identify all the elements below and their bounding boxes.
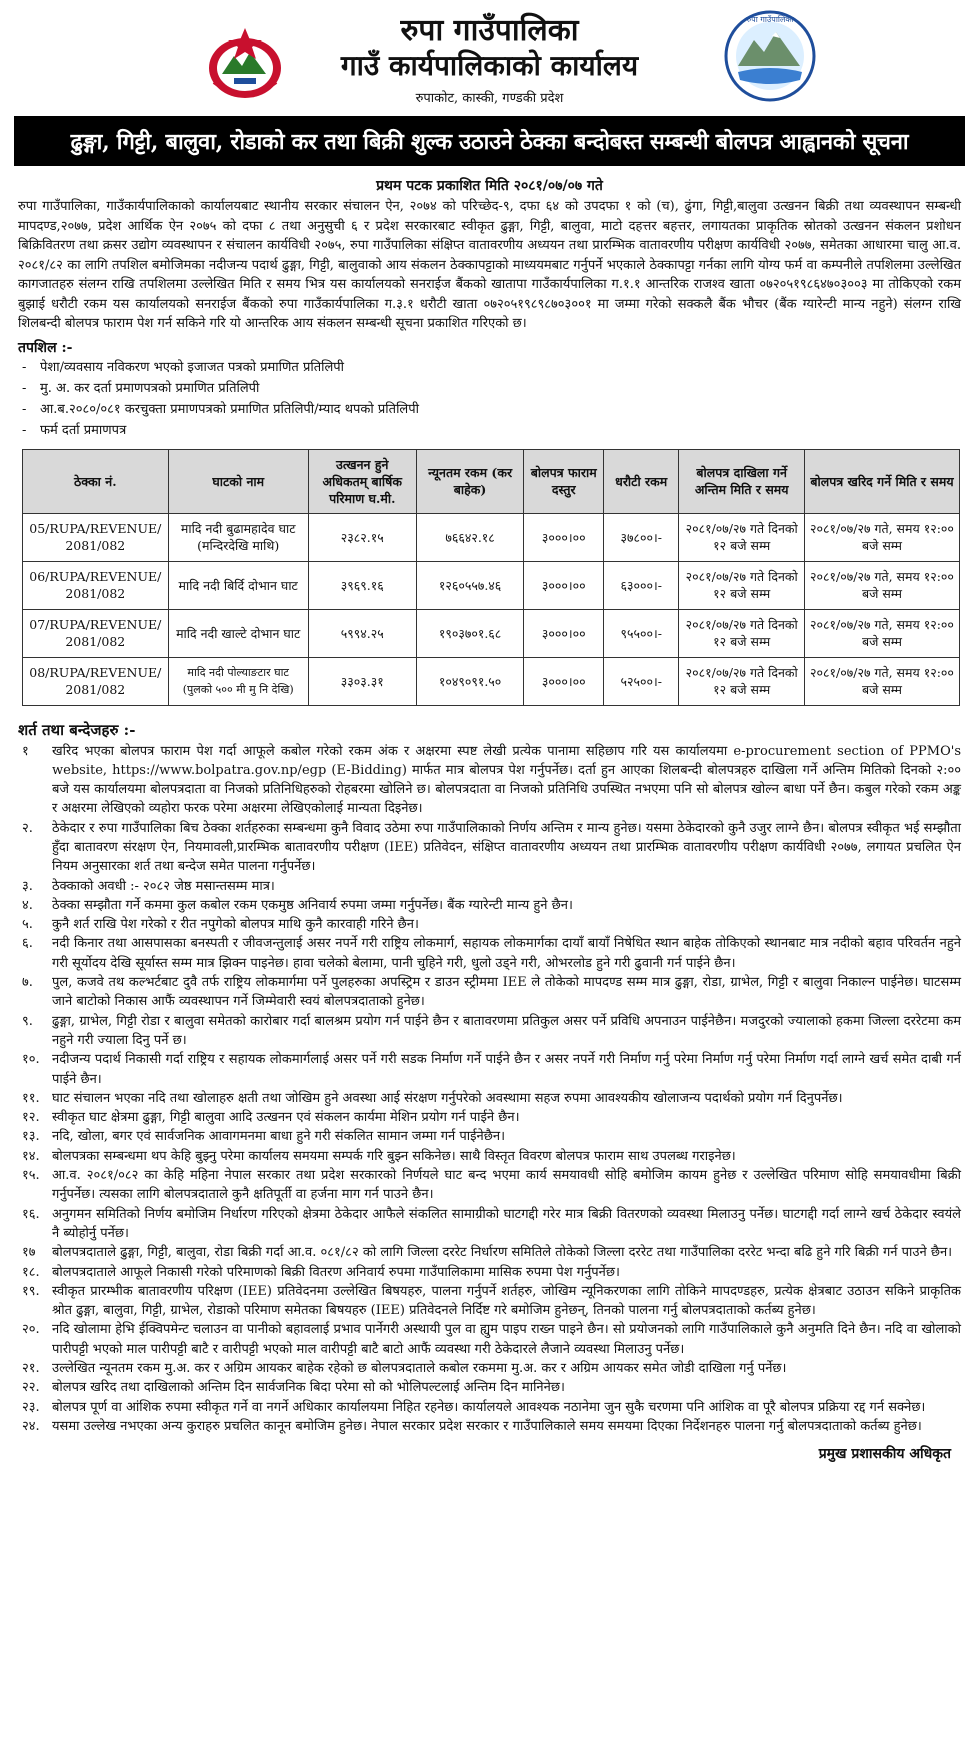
list-item: - फर्म दर्ता प्रमाणपत्र (18, 420, 961, 441)
condition-text: नदि खोलामा हेभि ईक्विपमेन्ट चलाउन वा पानीको बहावलाई प्रभाव पार्नेगरी अस्थायी पुल वा ह्युम पाइप राख्न पाइने छैन। सो प्रयोजनको लागि गाउँपालिकाले कुनै अनुमति दिने छैन। नदि वा खोलाको पारीपट्टी भएको माल पारीपट्टी बाटै र वारीपट्टी भएको माल वारीपट्टी बाटै बाटो आफैं व्यवस्था गरी ठेकेदारले लैजाने व्यवस्था मिलाउनु पर्नेछ। (52, 1322, 961, 1357)
cell-purchase-date: २०८१/०७/२७ गते, समय १२:०० बजे सम्म (804, 657, 959, 705)
list-item: - पेशा/व्यवसाय नविकरण भएको इजाजत पत्रको प्रमाणित प्रतिलिपी (18, 357, 961, 378)
condition-number: १६. (22, 1206, 40, 1222)
condition-text: कुनै शर्त राखि पेश गरेको र रीत नपुगेको बोलपत्र माथि कुनै कारवाही गरिने छैन। (52, 917, 419, 933)
condition-text: आ.व. २०८१/०८२ का केहि महिना नेपाल सरकार तथा प्रदेश सरकारको निर्णयले घाट बन्द भएमा कार्य समयावधी सोहि बमोजिम कायम हुनेछ र उल्लेखित परिमाण सोहि समयावधीमा बिक्री गर्नुपर्नेछ। त्यसका लागि बोलपत्रदाताले कुनै क्षतिपूर्ती वा हर्जना माग गर्न पाउने छैन। (52, 1168, 961, 1203)
cell-submit-deadline: २०८१/०७/२७ गते दिनको १२ बजे सम्म (679, 657, 805, 705)
cell-contract-no: 05/RUPA/REVENUE/ 2081/082 (23, 513, 169, 561)
cell-min-amount: १९०३७०१.६८ (416, 609, 524, 657)
condition-text: बोलपत्रदाताले आफूले निकासी गरेको परिमाणको बिक्री वितरण अनिवार्य रुपमा गाउँपालिकामा मासिक रुपमा पेश गर्नुपर्नेछ। (52, 1264, 620, 1280)
table-row (23, 609, 960, 657)
condition-number: १४. (22, 1148, 40, 1164)
cell-purchase-date: २०८१/०७/२७ गते, समय १२:०० बजे सम्म (804, 561, 959, 609)
list-item: - आ.ब.२०८०/०८१ करचुक्ता प्रमाणपत्रको प्रमाणित प्रतिलिपी/म्याद थपको प्रतिलिपी (18, 399, 961, 420)
condition-number: ९. (22, 1013, 33, 1029)
cell-deposit: ६३०००।- (604, 561, 679, 609)
cell-purchase-date: २०८१/०७/२७ गते, समय १२:०० बजे सम्म (804, 609, 959, 657)
condition-item (18, 1243, 961, 1262)
condition-number: १ (22, 743, 29, 759)
condition-text: स्वीकृत प्रारम्भीक बातावरणीय परिक्षण (IEE) प्रतिवेदनमा उल्लेखित बिषयहरु, पालना गर्नुपर्ने शर्तहरु, जोखिम न्यूनिकरणका लागि तोकिने मापदण्डहरु, प्रत्येक क्षेत्रबाट उठाउन सकिने प्राकृतिक श्रोत ढुङ्गा, बालुवा, गिट्टी, ग्राभेल, रोडाको परिमाण समेतका बिषयहरु (IEE) प्रतिवेदनले निर्दिष्ट गरे बमोजिम हुनेछन्, तिनको पालना गर्नु बोलपत्रदाताको कर्तब्य हुनेछ। (52, 1283, 961, 1319)
intro-paragraph: रुपा गाउँपालिका, गाउँकार्यपालिकाको कार्यालयबाट स्थानीय सरकार संचालन ऐन, २०७४ को परिच्छेद-९, दफा ६४ को उपदफा १ को (च), ढुंगा, गिट्टी,बालुवा उत्खनन बिक्री तथा व्यवस्थापन सम्बन्धी मापदण्ड,२०७७, प्रदेश आर्थिक ऐन २०७५ को दफा ८ तथा अनुसुची ६ र प्रदेश सरकारबाट स्वीकृत ढुङ्गा, गिट्टी, बालुवा, माटो दहत्तर बहत्तर, लगायतका प्राकृतिक स्रोतको उत्खनन संकलन प्रशोधन बिक्रिवितरण तथा क्रसर उद्योग व्यवस्थापन र संचालन कार्यविधी २०७५, रुपा गाउँपालिका संक्षिप्त वातावरणीय अध्ययन तथा प्रारम्भिक वातावरणीय परीक्षण कार्यविधी २०७७, समेतका आधारमा चालु आ.व. २०८१/८२ का लागि तपशिल बमोजिमका नदीजन्य पदार्थ ढुङ्गा, गिट्टी, बालुवाको आय संकलन ठेक्कापट्टाको माध्ययमबाट गर्नुपर्ने भएकाले ठेक्कापट्टा गर्नका लागि योग्य फर्म वा कम्पनीले तपशिलमा उल्लेखित कागजातहरु संलग्न राखि तपशिलमा उल्लेखित मिति र समय भित्र यस कार्यालयको सनराईज बैंकको खातापा गाउँकार्यपालिका ग.१.१ आन्तरिक राजश्व खाता ०७२०५१९८६४७०३००३ मा तोकिएको रकम बुझाई धरौटी रकम यस कार्यालयको सनराईज बैंकको रुपा गाउँकार्यपालिका ग.३.१ धरौटी खाता ०७२०५१९८९८७०३००१ मा जम्मा गरेको सक्कलै बैंक भौचर (बैंक ग्यारेन्टी मान्य नहुने) संलग्न राखि शिलबन्दी बोलपत्र फाराम पेश गर्न सकिने गरि यो आन्तरिक आय संकलन सम्बन्धी सूचना प्रकाशित गरिएको छ। (18, 199, 961, 331)
condition-number: ७. (22, 975, 33, 991)
condition-number: ५. (22, 917, 33, 933)
condition-item (18, 819, 961, 877)
condition-number: १०. (22, 1052, 40, 1068)
conditions-list (18, 742, 961, 1437)
condition-item (18, 1378, 961, 1397)
cell-ghat-name: मादि नदी बुढामहादेव घाट (मन्दिरदेखि माथि) (168, 513, 308, 561)
cell-volume: ३९६९.१६ (308, 561, 416, 609)
cell-submit-deadline: २०८१/०७/२७ गते दिनको १२ बजे सम्म (679, 609, 805, 657)
condition-item (18, 1012, 961, 1051)
condition-item (18, 1398, 961, 1417)
condition-number: २२. (22, 1380, 40, 1396)
cell-contract-no: 08/RUPA/REVENUE/ 2081/082 (23, 657, 169, 705)
table-header-row (23, 449, 960, 513)
cell-ghat-name: मादि नदी खाल्टे दोभान घाट (168, 609, 308, 657)
cell-volume: ३३०३.३१ (308, 657, 416, 705)
condition-text: यसमा उल्लेख नभएका अन्य कुराहरु प्रचलित कानून बमोजिम हुनेछ। नेपाल सरकार प्रदेश सरकार र गाउँपालिकाले समय समयमा दिएका निर्देशनहरु पालना गर्नु बोलपत्रदाताको कर्तब्य हुनेछ। (52, 1418, 922, 1434)
condition-number: २०. (22, 1322, 40, 1338)
condition-text: अनुगमन समितिको निर्णय बमोजिम निर्धारण गरिएको क्षेत्रमा ठेकेदार आफैले संकलित सामाग्रीको घाटगद्दी गरेर मात्र बिक्री वितरणको व्यवस्था मिलाउनु पर्नेछ। घाटगद्दी गर्दा लाग्ने खर्च ठेकेदार स्वयंले नै ब्योहोर्नु पर्नेछ। (52, 1206, 961, 1241)
condition-number: ११. (22, 1090, 40, 1106)
condition-text: नदीजन्य पदार्थ निकासी गर्दा राष्ट्रिय र सहायक लोकमार्गलाई असर पर्ने गरी सडक निर्माण गर्ने पाईने छैन र असर नपर्ने गरी निर्माण गर्नु परेमा निर्माण गर्नु परेमा निर्माण गर्दा लाग्ने खर्च समेत दाबी गर्न पाईने छैन। (52, 1052, 961, 1087)
condition-text: नदी किनार तथा आसपासका बनस्पती र जीवजन्तुलाई असर नपर्ने गरी राष्ट्रिय लोकमार्ग, सहायक लोकमार्गका दायाँ बायाँ निषेधित स्थान बाहेक तोकिएको स्थानबाट मात्र नदीको बहाव परिवर्तन नहुने गरी सूर्योदय देखि सूर्यास्त सम्म मात्र झिक्न पाइनेछ। हावा चलेको बेलामा, पानी चुहिने गरी, धुलो उड्ने गरी, ओभरलोड हुने गरी ढुवानी गर्न पाईने छैन। (52, 936, 961, 971)
tender-table (22, 449, 960, 706)
condition-item (18, 896, 961, 915)
cell-contract-no: 06/RUPA/REVENUE/ 2081/082 (23, 561, 169, 609)
condition-number: २१. (22, 1361, 40, 1376)
cell-submit-deadline: २०८१/०७/२७ गते दिनको १२ बजे सम्म (679, 561, 805, 609)
condition-text: बोलपत्रका सम्बन्धमा थप केहि बुझ्नु परेमा कार्यालय समयमा सम्पर्क गरि बुझ्न सकिनेछ। साथै विस्तृत विवरण बोलपत्र फाराम साथ उपलब्ध गराइनेछ। (52, 1148, 736, 1164)
office-address: रुपाकोट, कास्की, गण्डकी प्रदेश (415, 91, 564, 106)
office-title: गाउँ कार्यपालिकाको कार्यालय (340, 49, 639, 82)
municipality-logo-icon (724, 10, 816, 102)
cell-min-amount: १२६०५५७.४६ (416, 561, 524, 609)
cell-purchase-date: २०८१/०७/२७ गते, समय १२:०० बजे सम्म (804, 513, 959, 561)
condition-text: उल्लेखित न्यूनतम रकम मु.अ. कर र अग्रिम आयकर बाहेक रहेको छ बोलपत्रदाताले कबोल रकममा मु.अ. कर र अग्रिम आयकर समेत जोडी दाखिला गर्नु पर्नेछ। (52, 1361, 787, 1376)
condition-text: ढुङ्गा, ग्राभेल, गिट्टी रोडा र बालुवा समेतको कारोबार गर्दा बालश्रम प्रयोग गर्न पाईने छैन र बातावरणमा प्रतिकुल असर पर्ने प्रविधि अपनाउन पाईनेछैन। मजदुरको ज्यालाको हकमा जिल्ला दररेटमा कम नहुने गरी ज्याला दिनु पर्ने छ। (52, 1013, 961, 1048)
published-date: प्रथम पटक प्रकाशित मिति २०८१/०७/०७ गते (376, 178, 603, 194)
condition-number: १७ (22, 1245, 36, 1261)
condition-number: ३. (22, 878, 33, 894)
condition-text: घाट संचालन भएका नदि तथा खोलाहरु क्षती तथा जोखिम हुने अवस्था आई संरक्षण गर्नुपरेको अवस्थामा सहज रुपमा आवश्यकीय खोलाजन्य पदार्थको प्रयोग गर्न दिनुपर्नेछ। (52, 1090, 843, 1106)
condition-text: नदि, खोला, बगर एवं सार्वजनिक आवागमनमा बाधा हुने गरी संकलित सामान जम्मा गर्न पाईनेछैन। (52, 1129, 506, 1145)
signature-title: प्रमुख प्रशासकीय अधिकृत (818, 1446, 951, 1463)
cell-ghat-name: मादि नदी बिर्दि दोभान घाट (168, 561, 308, 609)
condition-item (18, 1359, 961, 1378)
notice-banner: ढुङ्गा, गिट्टी, बालुवा, रोडाको कर तथा बिक्री शुल्क उठाउने ठेक्का बन्दोबस्त सम्बन्धी बोलपत्र आह्वानको सूचना (14, 116, 965, 166)
col-header: धरौटी रकम (604, 449, 679, 513)
condition-text: ठेक्काको अवधी :- २०८२ जेष्ठ मसान्तसम्म मात्र। (52, 878, 275, 894)
condition-number: १२. (22, 1110, 40, 1126)
col-header: उत्खनन हुने अधिकतम् बार्षिक परिमाण घ.मी. (308, 449, 416, 513)
letterhead (18, 0, 961, 112)
cell-min-amount: ७६६४२.१८ (416, 513, 524, 561)
condition-number: १८. (22, 1264, 40, 1280)
table-row (23, 561, 960, 609)
col-header: ठेक्का नं. (23, 449, 169, 513)
col-header: बोलपत्र खरिद गर्ने मिति र समय (804, 449, 959, 513)
table-row (23, 513, 960, 561)
condition-item (18, 973, 961, 1012)
cell-min-amount: १०४९०९१.५० (416, 657, 524, 705)
cell-form-fee: ३०००।०० (524, 561, 604, 609)
condition-text: बोलपत्रदाताले ढुङ्गा, गिट्टी, बालुवा, रोडा बिक्री गर्दा आ.व. ०८१/८२ को लागि जिल्ला दररेट निर्धारण समितिले तोकेको जिल्ला दररेट तथा गाउँपालिका दररेट भन्दा बढि हुने गरि बिक्री गर्न पाउने छैन। (52, 1245, 953, 1261)
condition-text: पुल, कजवे तथ कल्भर्टबाट दुवै तर्फ राष्ट्रिय लोकमार्गमा पर्ने पुलहरुका अपस्ट्रिम र डाउन स्ट्रीममा IEE ले तोकेको मापदण्ड सम्म मात्र ढुङ्गा, रोडा, ग्राभेल, गिट्टी र बालुवा निकाल्न पाईनेछ। घाटसम्म जाने बाटोको निकास आफैं व्यवस्थापन गर्ने जिम्मेवारी स्वयं बोलपत्रदाताको हुनेछ। (52, 975, 961, 1010)
condition-text: खरिद भएका बोलपत्र फाराम पेश गर्दा आफूले कबोल गरेको रकम अंक र अक्षरमा स्पष्ट लेखी प्रत्येक पानामा सहिछाप गरि यस कार्यालयमा e-procurement section of PPMO's website, https://www.bolpatra.gov.np/egp (E-Bidding) मार्फत मात्र बोलपत्र पेश गर्नुपर्नेछ। दर्ता हुन आएका शिलबन्दी बोलपत्रहरु दाखिला गर्ने अन्तिम मितिको दिनको २:०० बजे यस कार्यालयमा बोलपत्रदाता वा निजको प्रतिनिधिहरुको रोहबरमा खोलिने छ। बोलपत्रदाता वा निजको प्रतिनिधि उपस्थित नभएमा पनि सो बोलपत्र खोल्न बाधा पर्ने छैन। कबुल गरेको रकम अङ्क र अक्षरमा लेखिएको व्यहोरा फरक परेमा अक्षरमा लेखिएकोलाई मान्यता दिइनेछ। (52, 743, 961, 817)
condition-item (18, 915, 961, 934)
condition-number: ४. (22, 897, 33, 913)
condition-item (18, 1166, 961, 1205)
cell-deposit: ५२५००।- (604, 657, 679, 705)
condition-number: १९. (22, 1283, 40, 1299)
condition-item (18, 934, 961, 973)
condition-item (18, 1205, 961, 1244)
municipality-title: रुपा गाउँपालिका (400, 13, 579, 48)
cell-submit-deadline: २०८१/०७/२७ गते दिनको १२ बजे सम्म (679, 513, 805, 561)
condition-number: २४. (22, 1418, 40, 1434)
condition-text: स्वीकृत घाट क्षेत्रमा ढुङ्गा, गिट्टी बालुवा आदि उत्खनन एवं संकलन कार्यमा मेशिन प्रयोग गर्न पाईने छैन। (52, 1110, 520, 1126)
condition-item (18, 1263, 961, 1282)
cell-volume: २३८२.१५ (308, 513, 416, 561)
cell-deposit: ९५५००।- (604, 609, 679, 657)
cell-form-fee: ३०००।०० (524, 657, 604, 705)
condition-number: १५. (22, 1168, 40, 1184)
condition-text: ठेक्का सम्झौता गर्ने कममा कुल कबोल रकम एकमुष्ठ अनिवार्य रुपमा जम्मा गर्नुपर्नेछ। बैंक ग्यारेन्टी मान्य हुने छैन। (52, 897, 573, 913)
details-heading: तपशिल :- (18, 339, 73, 356)
condition-item (18, 1108, 961, 1127)
condition-item (18, 1089, 961, 1108)
condition-item (18, 1147, 961, 1166)
col-header: न्यूनतम रकम (कर बाहेक) (416, 449, 524, 513)
cell-volume: ५९९४.२५ (308, 609, 416, 657)
condition-item (18, 742, 961, 819)
details-list (18, 357, 961, 441)
condition-item (18, 1320, 961, 1359)
cell-deposit: ३७८००।- (604, 513, 679, 561)
condition-item (18, 1417, 961, 1436)
table-row (23, 657, 960, 705)
cell-form-fee: ३०००।०० (524, 609, 604, 657)
col-header: बोलपत्र दाखिला गर्ने अन्तिम मिति र समय (679, 449, 805, 513)
condition-item (18, 1282, 961, 1321)
list-item: - मु. अ. कर दर्ता प्रमाणपत्रको प्रमाणित प्रतिलिपी (18, 378, 961, 399)
cell-form-fee: ३०००।०० (524, 513, 604, 561)
condition-text: बोलपत्र खरिद तथा दाखिलाको अन्तिम दिन सार्वजनिक बिदा परेमा सो को भोलिपल्टलाई अन्तिम दिन मानिनेछ। (52, 1380, 565, 1396)
condition-number: ६. (22, 936, 33, 952)
conditions-heading: शर्त तथा बन्देजहरु :- (18, 720, 136, 739)
condition-text: बोलपत्र पूर्ण वा आंशिक रुपमा स्वीकृत गर्ने वा नगर्ने अधिकार कार्यालयमा निहित रहनेछ। कार्यालयले आवश्यक नठानेमा जुन सुकै चरणमा पनि आंशिक वा पूरै बोलपत्र प्रक्रिया रद्द गर्न सक्नेछ। (52, 1399, 926, 1415)
condition-text: ठेकेदार र रुपा गाउँपालिका बिच ठेक्का शर्तहरुका सम्बन्धमा कुनै विवाद उठेमा रुपा गाउँपालिकाको निर्णय अन्तिम र मान्य हुनेछ। यसमा ठेकेदारको कुनै उजुर लाग्ने छैन। बोलपत्र स्वीकृत भई सम्झौता हुँदा बातावरण संरक्षण ऐन, नियमावली,प्रारम्भिक बातावरणीय परीक्षण (IEE) प्रतिवेदन, संक्षिप्त वातावरणीय अध्ययन तथा प्रारम्भिक वातावरणीय परीक्षण कार्यविधी २०७७, लगायत प्रचलित ऐन नियम अनुसारका शर्त तथा बन्देज समेत पालना गर्नुपर्नेछ। (52, 820, 961, 875)
condition-number: २. (22, 820, 33, 836)
condition-item (18, 877, 961, 896)
condition-number: १३. (22, 1129, 40, 1145)
condition-item (18, 1127, 961, 1146)
col-header: घाटको नाम (168, 449, 308, 513)
cell-contract-no: 07/RUPA/REVENUE/ 2081/082 (23, 609, 169, 657)
logo-arc-text: रुपा गाउँपालिका (746, 15, 794, 24)
condition-item (18, 1050, 961, 1089)
cell-ghat-name: मादि नदी पोल्याङटार घाट (पुलको ५०० मी मु नि देखि) (168, 657, 308, 705)
col-header: बोलपत्र फाराम दस्तुर (524, 449, 604, 513)
condition-number: २३. (22, 1399, 40, 1415)
